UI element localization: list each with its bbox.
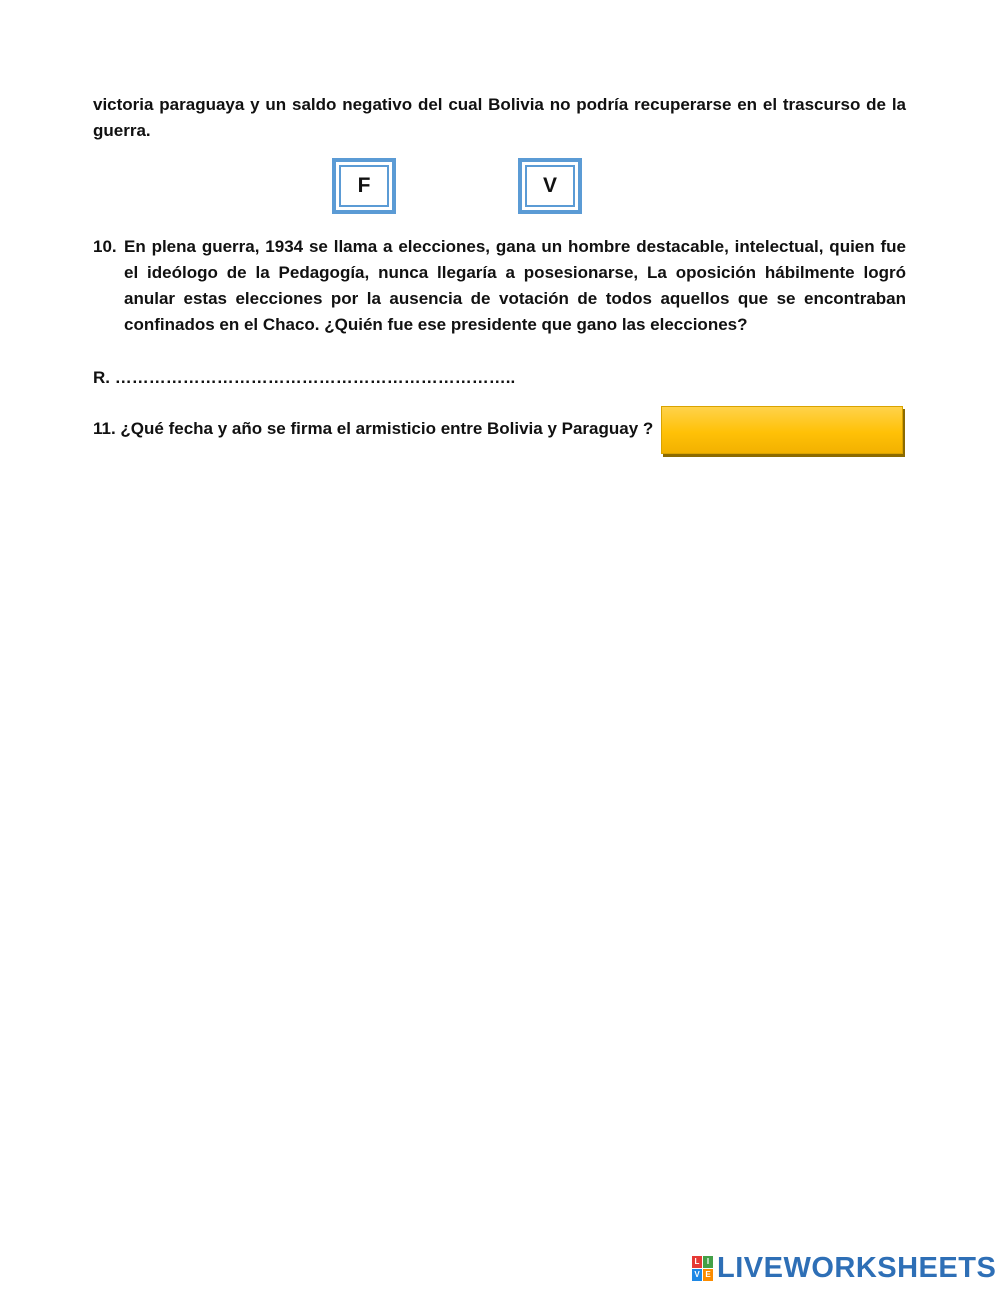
- logo-letter-l: L: [692, 1256, 702, 1268]
- question-11-text: 11. ¿Qué fecha y año se firma el armisticio entre Bolivia y Paraguay ?: [93, 419, 654, 438]
- logo-letter-e: E: [703, 1269, 713, 1281]
- question-11-answer-field[interactable]: [661, 406, 903, 454]
- logo-letter-i: I: [703, 1256, 713, 1268]
- liveworksheets-logo-icon: [692, 1256, 713, 1281]
- question-10-text: En plena guerra, 1934 se llama a elecciones, gana un hombre destacable, intelectual, quien fue el ideólogo de la Pedagogía, nunca llegaría a posesionarse, La oposición hábilmente logró anular estas elecciones por la ausencia de votación de todos aquellos que se encontraban confinados en el Chaco. ¿Quién fue ese presidente que gano las elecciones?: [124, 237, 906, 334]
- false-choice-box[interactable]: F: [332, 158, 396, 214]
- intro-paragraph: victoria paraguaya y un saldo negativo del cual Bolivia no podría recuperarse en el trascurso de la guerra.: [93, 95, 906, 140]
- answer-line-r: R. ……………………………………………………………..: [93, 368, 516, 387]
- question-10-number: 10.: [93, 237, 117, 256]
- logo-letter-v: V: [692, 1269, 702, 1281]
- liveworksheets-wordmark: LIVEWORKSHEETS: [717, 1252, 997, 1284]
- question-10: [93, 234, 906, 338]
- liveworksheets-logo: [692, 1252, 996, 1285]
- true-choice-box[interactable]: V: [518, 158, 582, 214]
